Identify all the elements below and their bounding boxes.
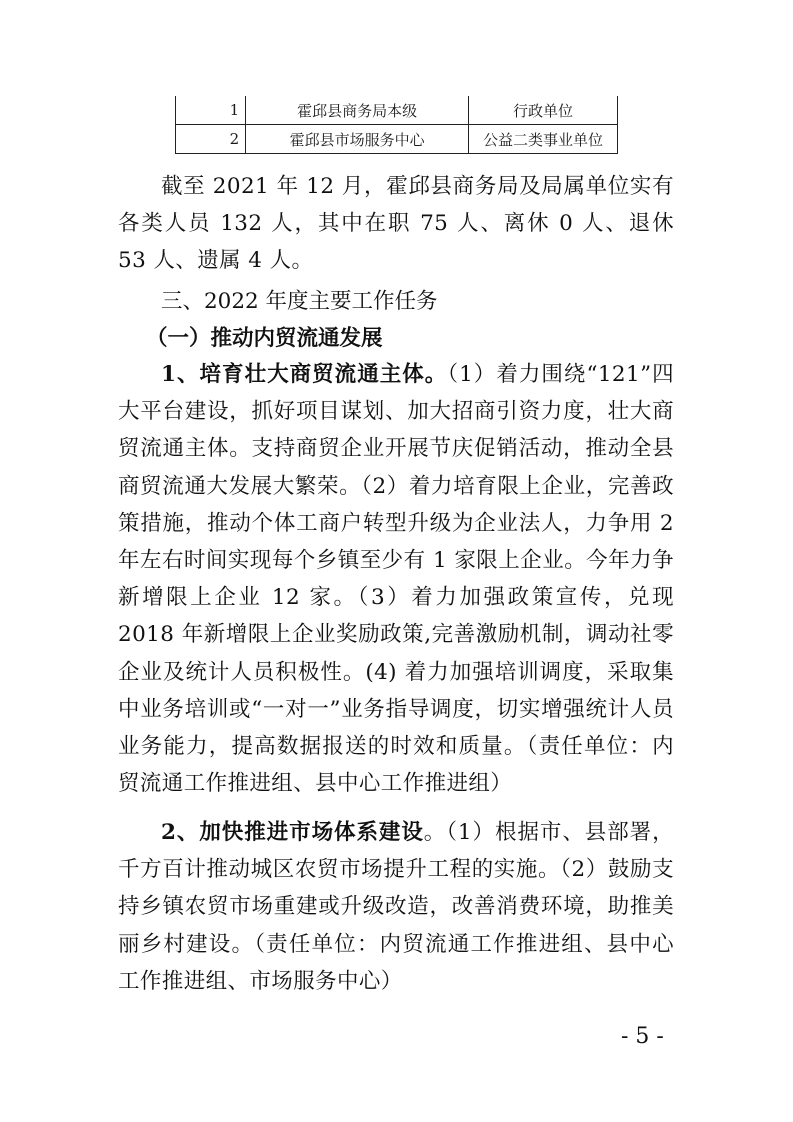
staff-paragraph: 截至 2021 年 12 月，霍邱县商务局及局属单位实有各类人员 132 人，其中在职 75 人、离休 0 人、退休 53 人、遗属 4 人。 [118, 174, 674, 274]
item2-body: 。（1）根据市、县部署，千方百计推动城区农贸市场提升工程的实施。（2）鼓励支持乡镇农贸市场重建或升级改造，改善消费环境，助推美丽乡村建设。（责任单位：内贸流通工作推进组、县中心工作推进组、市场服务中心） [118, 820, 675, 994]
table-row [176, 96, 618, 125]
subsection-heading: （一）推动内贸流通发展 [146, 326, 383, 351]
unit-type: 行政单位 [469, 96, 618, 125]
unit-name: 霍邱县市场服务中心 [246, 125, 469, 154]
row-number: 1 [176, 96, 246, 125]
unit-name: 霍邱县商务局本级 [246, 96, 469, 125]
item2-title: 2、加快推进市场体系建设 [161, 820, 424, 845]
item2-paragraph [118, 814, 674, 1000]
page-number: - 5 - [621, 1024, 664, 1049]
item1-title: 1、培育壮大商贸流通主体。 [161, 362, 448, 387]
unit-table [175, 96, 618, 154]
section-heading: 三、2022 年度主要工作任务 [161, 289, 438, 314]
unit-type: 公益二类事业单位 [469, 125, 618, 154]
table-row [176, 125, 618, 154]
item1-body: （1）着力围绕“121”四大平台建设，抓好项目谋划、加大招商引资力度，壮大商贸流通主体。支持商贸企业开展节庆促销活动，推动全县商贸流通大发展大繁荣。（2）着力培育限上企业，完善政策措施，推动个体工商户转型升级为企业法人，力争用 2 年左右时间实现每个乡镇至少有 1 家限上企业。今年力争新增限上企业 12 家。（3）着力加强政策宣传，兑现 2018 年新增限上企业奖励政策,完善激励机制，调动社零企业及统计人员积极性。(4) 着力加强培训调度，采取集中业务培训或“一对一”业务指导调度，切实增强统计人员业务能力，提高数据报送的时效和质量。（责任单位：内贸流通工作推进组、县中心工作推进组） [118, 362, 674, 797]
item1-paragraph [118, 356, 674, 802]
row-number: 2 [176, 125, 246, 154]
